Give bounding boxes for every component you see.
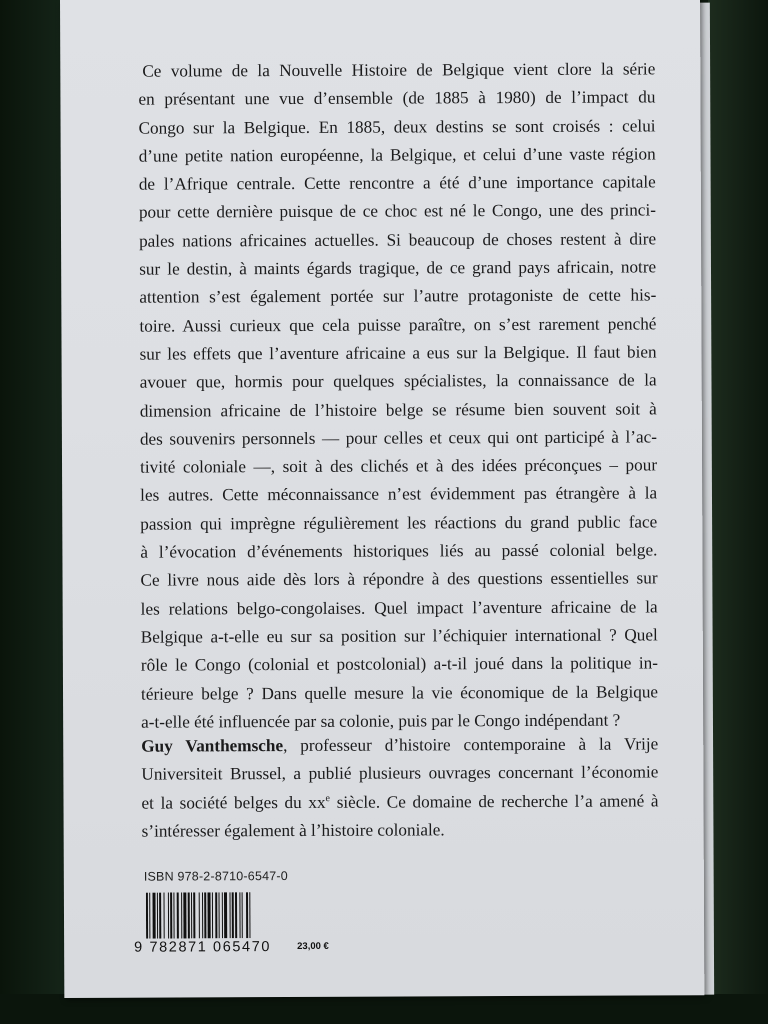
description-line: dimension africaine de l’histoire belge se résume bien souvent soit à [139,398,657,421]
bio-line: Universiteit Brussel, a publié plusieurs ouvrages concernant l’économie [141,762,659,784]
century-superscript: e [325,792,331,804]
isbn-label: ISBN 978-2-8710-6547-0 [143,869,288,884]
bio-line [141,730,658,761]
background-left [0,0,70,1024]
description-line: Ce volume de la Nouvelle Histoire de Belgique vient clore la série [142,59,656,81]
barcode-bar [229,892,230,938]
barcode-bar [188,892,190,938]
description-line: avouer que, hormis pour quelques spécialistes, la connaissance de la [139,370,657,392]
barcode-bar [159,893,161,939]
bio-line [141,787,658,818]
background-bottom [0,994,768,1024]
barcode-bar [235,892,237,938]
barcode-bar [239,892,240,938]
barcode-bar [232,892,234,938]
barcode-bar [222,892,223,938]
barcode-bar [249,892,250,938]
description-line: Ce livre nous aide dès lors à répondre à des questions essentielles sur [140,568,658,590]
barcode-bar [218,892,219,938]
barcode-bar [193,892,195,938]
description-line: à l’évocation d’événements historiques liés au passé colonial belge. [140,540,658,562]
description-line: rôle le Congo (colonial et postcolonial) a-t-il joué dans la politique in- [140,653,658,675]
description-line: Congo sur la Belgique. En 1885, deux destins se sont croisés : celui [138,115,656,138]
barcode-image [146,892,284,939]
barcode-bar [242,892,243,938]
description-line: Belgique a-t-elle eu sur sa position sur l’échiquier international ? Quel [140,625,658,647]
description-line: passion qui imprègne régulièrement les réactions du grand public face [140,512,658,534]
barcode-bar [168,893,169,939]
barcode-bar [181,892,182,938]
description-line: en présentant une vue d’ensemble (de 1885 à 1980) de l’impact du [138,87,656,109]
barcode-bar [199,892,200,938]
description-text [138,55,658,736]
barcode-bar [246,892,248,938]
barcode-bar [157,893,158,939]
bio-text: siècle. Ce domaine de recherche l’a amené à [329,790,659,812]
background-right [708,0,768,1024]
description-line: pour cette dernière puisque de ce choc est né le Congo, une des princi- [138,200,656,223]
description-line: des souvenirs personnels — pour celles et ceux qui ont participé à l’ac- [139,427,657,449]
barcode-bar [204,892,206,938]
description-line: sur les effets que l’aventure africaine a eus sur la Belgique. Il faut bien [139,342,657,364]
description-line: attention s’est également portée sur l’autre protagoniste de cette his- [139,285,657,308]
bio-line: s’intéresser également à l’histoire coloniale. [141,820,445,841]
bio-text: , professeur d’histoire contemporaine à la Vrije [283,734,659,756]
barcode-bar [212,892,213,938]
barcode-bar [146,893,148,939]
description-line: térieure belge ? Dans quelle mesure la vie économique de la Belgique [140,681,659,704]
description-line: a-t-elle été influencée par sa colonie, puis par le Congo indépendant ? [141,710,621,732]
barcode-bar [215,892,217,938]
bio-text: et la société belges du xx [141,792,326,813]
barcode-bar [224,892,227,938]
barcode-bar [149,893,150,939]
barcode-bar [173,893,174,939]
barcode-bar [152,893,155,939]
description-line: toire. Aussi curieux que cela puisse paraître, on s’est rarement penché [139,314,657,336]
barcode-bar [183,892,186,938]
description-line: les relations belgo-congolaises. Quel impact l’aventure africaine de la [140,597,658,619]
price-label: 23,00 € [297,940,329,952]
barcode-bar [207,892,210,938]
book-back-cover [60,0,704,998]
description-line: tivité coloniale —, soit à des clichés et à des idées préconçues – pour [139,455,658,477]
barcode-bar [202,892,203,938]
barcode-bar [163,893,164,939]
author-name: Guy Vanthemsche [141,736,284,756]
barcode-bar [170,893,172,939]
barcode-bar [177,892,179,938]
description-line: les autres. Cette méconnaissance n’est évidemment pas étrangère à la [140,483,658,506]
description-line: de l’Afrique centrale. Cette rencontre a été d’une importance capitale [138,172,656,194]
barcode-bar [191,892,192,938]
barcode-digits: 9 782871 065470 [134,939,272,956]
description-line: sur le destin, à maints égards tragique, de ce grand pays africain, notre [139,257,657,279]
description-line: pales nations africaines actuelles. Si beaucoup de choses restent à dire [139,229,657,251]
author-bio [141,730,658,845]
description-line: d’une petite nation européenne, la Belgique, et celui d’une vaste région [138,144,656,166]
